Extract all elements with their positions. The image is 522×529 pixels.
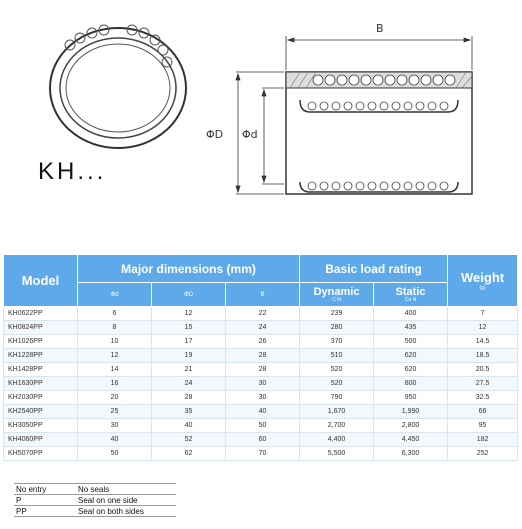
legend-row [14,495,176,506]
cell-B: 40 [226,405,300,419]
cell-dynamic: 2,700 [300,419,374,433]
header-major-dimensions: Major dimensions (mm) [78,255,300,283]
cell-model: KH0622PP [4,307,78,321]
cell-dynamic: 520 [300,363,374,377]
cell-d: 20 [78,391,152,405]
header-weight [448,255,518,307]
dim-outer-diameter-label: ΦD [206,128,224,141]
cell-dynamic: 510 [300,349,374,363]
spec-table-body [4,307,518,461]
header-d: Φd [78,283,152,307]
cell-dynamic: 790 [300,391,374,405]
legend-row [14,506,176,517]
header-static [374,283,448,307]
cell-model: KH5070PP [4,447,78,461]
cell-model: KH1026PP [4,335,78,349]
dimension-lines [236,36,472,194]
legend-value: Seal on both sides [76,506,176,517]
header-dynamic-unit: C N [332,296,341,303]
cell-static: 400 [374,307,448,321]
table-row [4,433,518,447]
cell-static: 620 [374,363,448,377]
cell-D: 17 [152,335,226,349]
seal-legend [14,483,176,517]
bearing-drawing-svg [0,0,522,240]
cell-dynamic: 239 [300,307,374,321]
cell-weight: 18.5 [448,349,518,363]
cell-weight: 252 [448,447,518,461]
cell-weight: 27.5 [448,377,518,391]
header-static-label: Static [395,285,426,298]
cell-static: 500 [374,335,448,349]
cell-B: 26 [226,335,300,349]
series-title: KH... [38,158,107,185]
cell-D: 15 [152,321,226,335]
cell-weight: 66 [448,405,518,419]
header-model: Model [4,255,78,307]
legend-key: No entry [14,484,76,495]
cell-static: 1,990 [374,405,448,419]
dim-b-label: B [376,22,384,35]
cell-dynamic: 280 [300,321,374,335]
header-D: ΦD [152,283,226,307]
cell-dynamic: 5,500 [300,447,374,461]
cell-D: 28 [152,391,226,405]
table-row [4,405,518,419]
header-basic-load-rating: Basic load rating [300,255,448,283]
cell-d: 16 [78,377,152,391]
legend-row [14,484,176,495]
cell-d: 25 [78,405,152,419]
cell-model: KH1428PP [4,363,78,377]
cell-model: KH3050PP [4,419,78,433]
cell-B: 60 [226,433,300,447]
cell-D: 21 [152,363,226,377]
legend-value: Seal on one side [76,495,176,506]
cell-model: KH2540PP [4,405,78,419]
cell-weight: 7 [448,307,518,321]
cell-B: 28 [226,363,300,377]
cell-dynamic: 520 [300,377,374,391]
table-row [4,391,518,405]
table-row [4,377,518,391]
cell-B: 70 [226,447,300,461]
cell-model: KH1228PP [4,349,78,363]
table-row [4,335,518,349]
dim-inner-diameter-label: Φd [242,128,258,141]
cell-static: 435 [374,321,448,335]
cell-d: 30 [78,419,152,433]
legend-key: P [14,495,76,506]
cell-weight: 20.5 [448,363,518,377]
cell-model: KH1630PP [4,377,78,391]
cell-D: 35 [152,405,226,419]
cell-B: 50 [226,419,300,433]
cell-B: 30 [226,391,300,405]
cell-D: 24 [152,377,226,391]
cell-static: 4,450 [374,433,448,447]
cell-weight: 32.5 [448,391,518,405]
header-B: B [226,283,300,307]
cell-model: KH0824PP [4,321,78,335]
cell-d: 50 [78,447,152,461]
cell-D: 52 [152,433,226,447]
legend-key: PP [14,506,76,517]
bearing-drawing [0,0,522,240]
ring-end-view [50,25,186,148]
cell-weight: 14.5 [448,335,518,349]
header-dynamic [300,283,374,307]
cell-B: 22 [226,307,300,321]
cell-D: 62 [152,447,226,461]
cell-static: 950 [374,391,448,405]
table-row [4,363,518,377]
cell-static: 800 [374,377,448,391]
cell-d: 10 [78,335,152,349]
cell-weight: 12 [448,321,518,335]
cell-D: 19 [152,349,226,363]
cell-weight: 95 [448,419,518,433]
cell-d: 40 [78,433,152,447]
cell-static: 620 [374,349,448,363]
cell-D: 12 [152,307,226,321]
cell-model: KH2030PP [4,391,78,405]
header-weight-unit: (g) [479,285,486,291]
cell-d: 14 [78,363,152,377]
section-view [286,72,472,194]
cell-D: 40 [152,419,226,433]
header-weight-label: Weight [461,270,505,285]
cell-B: 24 [226,321,300,335]
table-row [4,419,518,433]
cell-weight: 182 [448,433,518,447]
spec-table [3,254,518,461]
cell-d: 6 [78,307,152,321]
cell-B: 28 [226,349,300,363]
table-row [4,349,518,363]
cell-d: 12 [78,349,152,363]
legend-value: No seals [76,484,176,495]
cell-d: 8 [78,321,152,335]
cell-dynamic: 370 [300,335,374,349]
cell-static: 2,800 [374,419,448,433]
cell-dynamic: 4,400 [300,433,374,447]
table-row [4,307,518,321]
table-row [4,321,518,335]
cell-dynamic: 1,670 [300,405,374,419]
cell-model: KH4060PP [4,433,78,447]
cell-static: 6,300 [374,447,448,461]
header-dynamic-label: Dynamic [313,285,360,298]
cell-B: 30 [226,377,300,391]
header-static-unit: Co N [404,296,417,303]
table-row [4,447,518,461]
